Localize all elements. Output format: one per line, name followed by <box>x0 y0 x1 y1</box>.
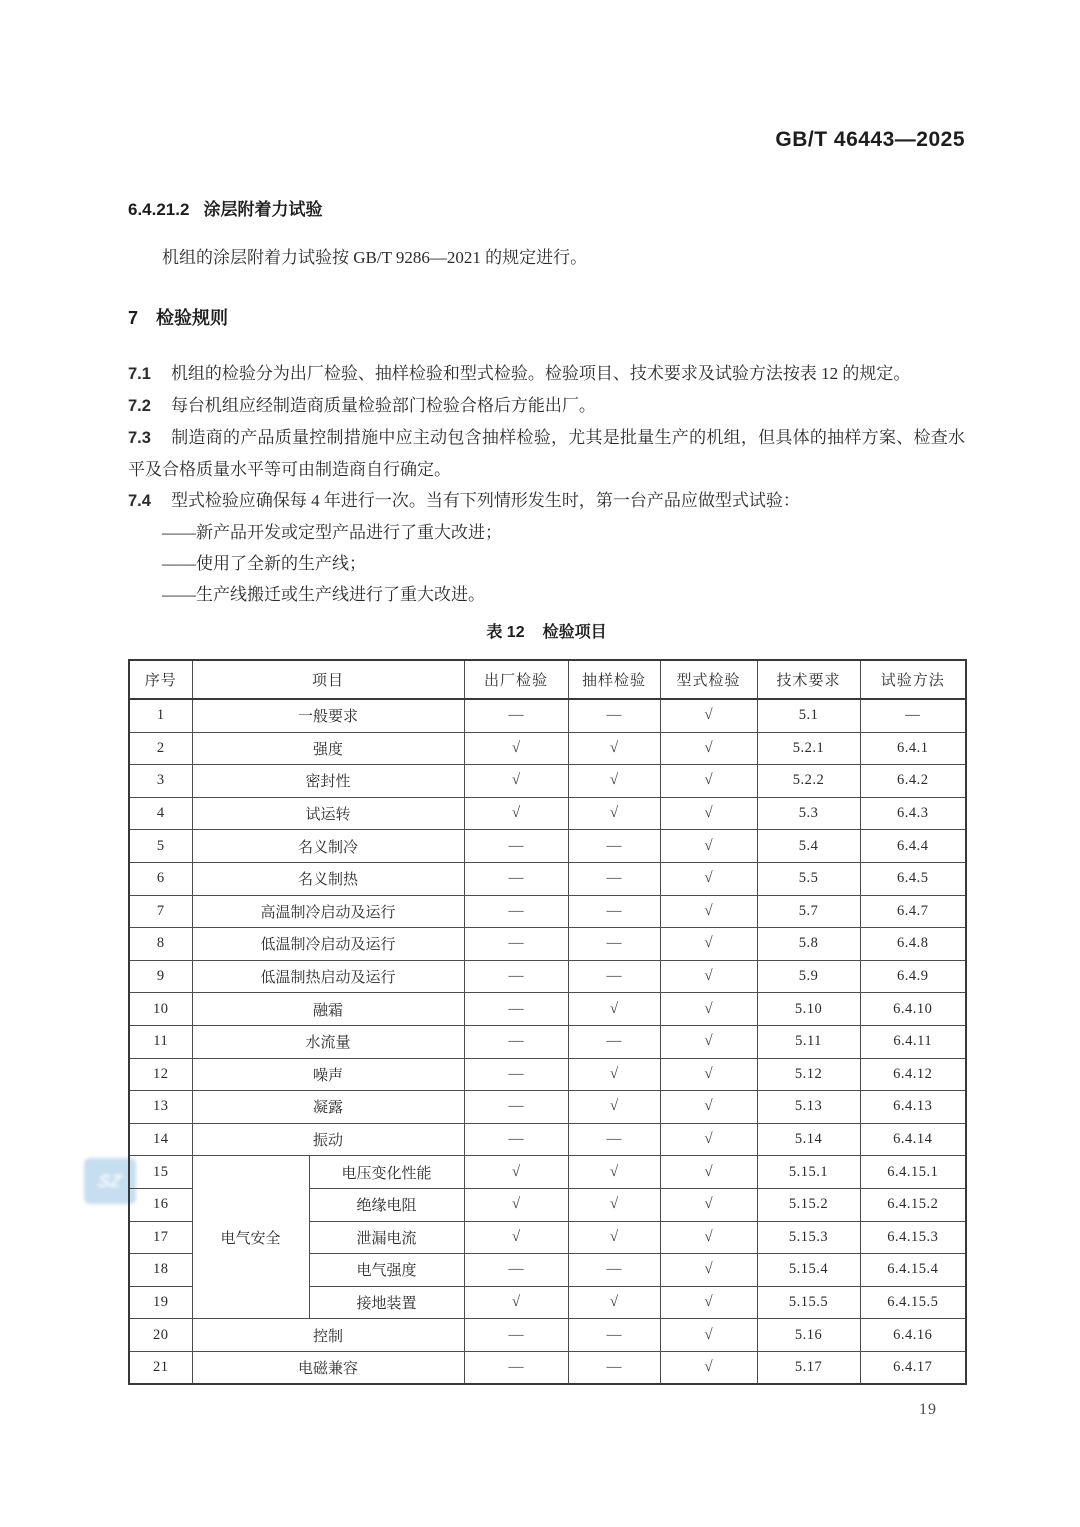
cell-type-inspection: √ <box>660 862 757 895</box>
table-row <box>129 732 966 765</box>
cell-factory-inspection: — <box>464 862 568 895</box>
cell-factory-inspection: — <box>464 895 568 928</box>
cell-item: 试运转 <box>192 797 464 830</box>
col-header-method: 试验方法 <box>860 660 966 699</box>
cell-sampling-inspection: — <box>568 928 660 961</box>
cell-no: 5 <box>129 830 192 863</box>
cell-sampling-inspection: √ <box>568 732 660 765</box>
table-row <box>129 1123 966 1156</box>
cell-sampling-inspection: √ <box>568 993 660 1026</box>
cell-no: 2 <box>129 732 192 765</box>
cell-sampling-inspection: √ <box>568 797 660 830</box>
clause-number: 7.1 <box>128 365 151 383</box>
clause-7-3 <box>128 422 965 485</box>
cell-technical-requirement: 5.3 <box>757 797 860 830</box>
table-row <box>129 993 966 1026</box>
cell-technical-requirement: 5.15.5 <box>757 1286 860 1319</box>
cell-sampling-inspection: √ <box>568 1286 660 1319</box>
chapter-title: 检验规则 <box>156 308 229 328</box>
cell-factory-inspection: — <box>464 1025 568 1058</box>
table-row <box>129 1351 966 1384</box>
cell-item: 名义制冷 <box>192 830 464 863</box>
cell-type-inspection: √ <box>660 1254 757 1287</box>
cell-no: 16 <box>129 1188 192 1221</box>
cell-technical-requirement: 5.12 <box>757 1058 860 1091</box>
clause-number: 7.2 <box>128 397 151 415</box>
cell-no: 9 <box>129 960 192 993</box>
clause-number: 7.3 <box>128 429 151 447</box>
cell-factory-inspection: √ <box>464 797 568 830</box>
col-header-no: 序号 <box>129 660 192 699</box>
cell-item: 高温制冷启动及运行 <box>192 895 464 928</box>
cell-technical-requirement: 5.1 <box>757 699 860 732</box>
cell-sampling-inspection: — <box>568 830 660 863</box>
cell-type-inspection: √ <box>660 1091 757 1124</box>
table-row <box>129 797 966 830</box>
cell-test-method: 6.4.3 <box>860 797 966 830</box>
col-header-type: 型式检验 <box>660 660 757 699</box>
cell-group-label: 电气安全 <box>192 1156 309 1319</box>
inspection-table-body <box>129 699 966 1384</box>
cell-test-method: 6.4.12 <box>860 1058 966 1091</box>
cell-test-method: 6.4.7 <box>860 895 966 928</box>
cell-no: 6 <box>129 862 192 895</box>
cell-no: 17 <box>129 1221 192 1254</box>
table-row <box>129 960 966 993</box>
dash-item-2: ——使用了全新的生产线； <box>162 554 366 573</box>
paragraph-coating-test: 机组的涂层附着力试验按 GB/T 9286—2021 的规定进行。 <box>162 248 588 267</box>
table-caption-title: 检验项目 <box>542 624 607 641</box>
clause-text: 制造商的产品质量控制措施中应主动包含抽样检验，尤其是批量生产的机组，但具体的抽样方案、检查水平及合格质量水平等可由制造商自行确定。 <box>128 428 965 479</box>
cell-technical-requirement: 5.15.3 <box>757 1221 860 1254</box>
cell-item: 低温制热启动及运行 <box>192 960 464 993</box>
cell-type-inspection: √ <box>660 895 757 928</box>
cell-sampling-inspection: — <box>568 862 660 895</box>
cell-item: 噪声 <box>192 1058 464 1091</box>
cell-factory-inspection: — <box>464 830 568 863</box>
cell-test-method: 6.4.15.2 <box>860 1188 966 1221</box>
clause-number: 7.4 <box>128 492 151 510</box>
cell-type-inspection: √ <box>660 765 757 798</box>
cell-sampling-inspection: — <box>568 1319 660 1352</box>
cell-item: 电压变化性能 <box>309 1156 464 1189</box>
clause-7-2 <box>128 390 965 422</box>
cell-test-method: 6.4.2 <box>860 765 966 798</box>
cell-sampling-inspection: — <box>568 895 660 928</box>
cell-item: 电气强度 <box>309 1254 464 1287</box>
cell-sampling-inspection: √ <box>568 1156 660 1189</box>
cell-no: 14 <box>129 1123 192 1156</box>
chapter-heading <box>128 304 965 330</box>
cell-sampling-inspection: — <box>568 960 660 993</box>
cell-item: 绝缘电阻 <box>309 1188 464 1221</box>
cell-factory-inspection: — <box>464 1351 568 1384</box>
cell-no: 21 <box>129 1351 192 1384</box>
cell-technical-requirement: 5.2.2 <box>757 765 860 798</box>
cell-item: 强度 <box>192 732 464 765</box>
cell-test-method: 6.4.9 <box>860 960 966 993</box>
cell-no: 3 <box>129 765 192 798</box>
cell-factory-inspection: — <box>464 960 568 993</box>
cell-factory-inspection: √ <box>464 1286 568 1319</box>
page-number: 19 <box>919 1401 937 1418</box>
cell-test-method: 6.4.17 <box>860 1351 966 1384</box>
cell-test-method: 6.4.8 <box>860 928 966 961</box>
cell-technical-requirement: 5.7 <box>757 895 860 928</box>
cell-type-inspection: √ <box>660 993 757 1026</box>
table-header-row <box>129 660 966 699</box>
cell-technical-requirement: 5.16 <box>757 1319 860 1352</box>
cell-type-inspection: √ <box>660 1319 757 1352</box>
clause-text: 型式检验应确保每 4 年进行一次。当有下列情形发生时，第一台产品应做型式试验： <box>170 491 800 510</box>
cell-item: 密封性 <box>192 765 464 798</box>
cell-technical-requirement: 5.10 <box>757 993 860 1026</box>
col-header-item: 项目 <box>192 660 464 699</box>
table-row <box>129 830 966 863</box>
dash-item-1: ——新产品开发或定型产品进行了重大改进； <box>162 523 502 542</box>
watermark-text: SZ <box>97 1170 123 1191</box>
cell-sampling-inspection: — <box>568 1123 660 1156</box>
cell-sampling-inspection: √ <box>568 1058 660 1091</box>
subsection-title: 涂层附着力试验 <box>203 200 323 219</box>
cell-technical-requirement: 5.8 <box>757 928 860 961</box>
cell-test-method: 6.4.14 <box>860 1123 966 1156</box>
cell-item: 振动 <box>192 1123 464 1156</box>
cell-type-inspection: √ <box>660 1058 757 1091</box>
cell-test-method: 6.4.13 <box>860 1091 966 1124</box>
cell-item: 名义制热 <box>192 862 464 895</box>
cell-test-method: — <box>860 699 966 732</box>
cell-sampling-inspection: √ <box>568 1221 660 1254</box>
cell-sampling-inspection: — <box>568 1351 660 1384</box>
cell-no: 18 <box>129 1254 192 1287</box>
cell-type-inspection: √ <box>660 1025 757 1058</box>
cell-type-inspection: √ <box>660 1286 757 1319</box>
cell-type-inspection: √ <box>660 1351 757 1384</box>
cell-test-method: 6.4.15.1 <box>860 1156 966 1189</box>
cell-factory-inspection: √ <box>464 1156 568 1189</box>
cell-test-method: 6.4.1 <box>860 732 966 765</box>
chapter-number: 7 <box>128 308 139 328</box>
cell-type-inspection: √ <box>660 797 757 830</box>
cell-factory-inspection: √ <box>464 765 568 798</box>
cell-no: 11 <box>129 1025 192 1058</box>
cell-item: 一般要求 <box>192 699 464 732</box>
cell-technical-requirement: 5.11 <box>757 1025 860 1058</box>
table-row <box>129 765 966 798</box>
cell-test-method: 6.4.15.5 <box>860 1286 966 1319</box>
cell-factory-inspection: — <box>464 928 568 961</box>
cell-technical-requirement: 5.5 <box>757 862 860 895</box>
cell-technical-requirement: 5.15.4 <box>757 1254 860 1287</box>
cell-technical-requirement: 5.4 <box>757 830 860 863</box>
cell-type-inspection: √ <box>660 1188 757 1221</box>
cell-type-inspection: √ <box>660 928 757 961</box>
cell-technical-requirement: 5.9 <box>757 960 860 993</box>
table-row <box>129 1319 966 1352</box>
page-content <box>128 0 965 1385</box>
col-header-sampling: 抽样检验 <box>568 660 660 699</box>
cell-test-method: 6.4.10 <box>860 993 966 1026</box>
col-header-requirement: 技术要求 <box>757 660 860 699</box>
cell-type-inspection: √ <box>660 699 757 732</box>
cell-item: 控制 <box>192 1319 464 1352</box>
cell-test-method: 6.4.5 <box>860 862 966 895</box>
col-header-factory: 出厂检验 <box>464 660 568 699</box>
cell-type-inspection: √ <box>660 1123 757 1156</box>
cell-test-method: 6.4.15.4 <box>860 1254 966 1287</box>
table-row <box>129 862 966 895</box>
table-caption-label: 表 12 <box>486 624 525 641</box>
clause-text: 机组的检验分为出厂检验、抽样检验和型式检验。检验项目、技术要求及试验方法按表 12 的规定。 <box>170 364 911 383</box>
cell-sampling-inspection: — <box>568 699 660 732</box>
cell-factory-inspection: — <box>464 993 568 1026</box>
cell-technical-requirement: 5.17 <box>757 1351 860 1384</box>
cell-type-inspection: √ <box>660 1156 757 1189</box>
subsection-heading <box>128 195 965 220</box>
table-row <box>129 1156 966 1189</box>
table-row <box>129 895 966 928</box>
table-row <box>129 699 966 732</box>
cell-no: 8 <box>129 928 192 961</box>
cell-factory-inspection: — <box>464 1091 568 1124</box>
clause-block <box>128 358 965 610</box>
standard-code: GB/T 46443—2025 <box>775 128 965 151</box>
cell-no: 4 <box>129 797 192 830</box>
cell-no: 7 <box>129 895 192 928</box>
cell-sampling-inspection: √ <box>568 765 660 798</box>
cell-no: 1 <box>129 699 192 732</box>
cell-technical-requirement: 5.15.1 <box>757 1156 860 1189</box>
cell-no: 12 <box>129 1058 192 1091</box>
cell-technical-requirement: 5.2.1 <box>757 732 860 765</box>
cell-item: 融霜 <box>192 993 464 1026</box>
cell-item: 泄漏电流 <box>309 1221 464 1254</box>
cell-factory-inspection: — <box>464 699 568 732</box>
cell-sampling-inspection: √ <box>568 1091 660 1124</box>
cell-test-method: 6.4.11 <box>860 1025 966 1058</box>
cell-factory-inspection: — <box>464 1123 568 1156</box>
table-row <box>129 1091 966 1124</box>
dash-item-3: ——生产线搬迁或生产线进行了重大改进。 <box>162 585 485 604</box>
cell-type-inspection: √ <box>660 830 757 863</box>
cell-item: 凝露 <box>192 1091 464 1124</box>
cell-sampling-inspection: √ <box>568 1188 660 1221</box>
cell-test-method: 6.4.16 <box>860 1319 966 1352</box>
cell-no: 13 <box>129 1091 192 1124</box>
cell-factory-inspection: — <box>464 1319 568 1352</box>
cell-technical-requirement: 5.15.2 <box>757 1188 860 1221</box>
table-caption <box>128 619 965 642</box>
table-row <box>129 1058 966 1091</box>
table-row <box>129 1025 966 1058</box>
cell-no: 20 <box>129 1319 192 1352</box>
subsection-number: 6.4.21.2 <box>128 200 190 219</box>
cell-technical-requirement: 5.13 <box>757 1091 860 1124</box>
cell-factory-inspection: √ <box>464 1188 568 1221</box>
cell-factory-inspection: — <box>464 1254 568 1287</box>
cell-test-method: 6.4.4 <box>860 830 966 863</box>
cell-sampling-inspection: — <box>568 1025 660 1058</box>
clause-7-1 <box>128 358 965 390</box>
cell-type-inspection: √ <box>660 1221 757 1254</box>
clause-7-4 <box>128 485 965 517</box>
cell-item: 水流量 <box>192 1025 464 1058</box>
cell-test-method: 6.4.15.3 <box>860 1221 966 1254</box>
cell-item: 低温制冷启动及运行 <box>192 928 464 961</box>
cell-factory-inspection: √ <box>464 732 568 765</box>
cell-no: 19 <box>129 1286 192 1319</box>
inspection-items-table <box>128 659 967 1385</box>
clause-text: 每台机组应经制造商质量检验部门检验合格后方能出厂。 <box>170 396 596 415</box>
cell-type-inspection: √ <box>660 732 757 765</box>
cell-item: 电磁兼容 <box>192 1351 464 1384</box>
cell-technical-requirement: 5.14 <box>757 1123 860 1156</box>
table-row <box>129 928 966 961</box>
cell-item: 接地装置 <box>309 1286 464 1319</box>
cell-no: 10 <box>129 993 192 1026</box>
cell-no: 15 <box>129 1156 192 1189</box>
cell-factory-inspection: — <box>464 1058 568 1091</box>
cell-sampling-inspection: — <box>568 1254 660 1287</box>
cell-type-inspection: √ <box>660 960 757 993</box>
cell-factory-inspection: √ <box>464 1221 568 1254</box>
